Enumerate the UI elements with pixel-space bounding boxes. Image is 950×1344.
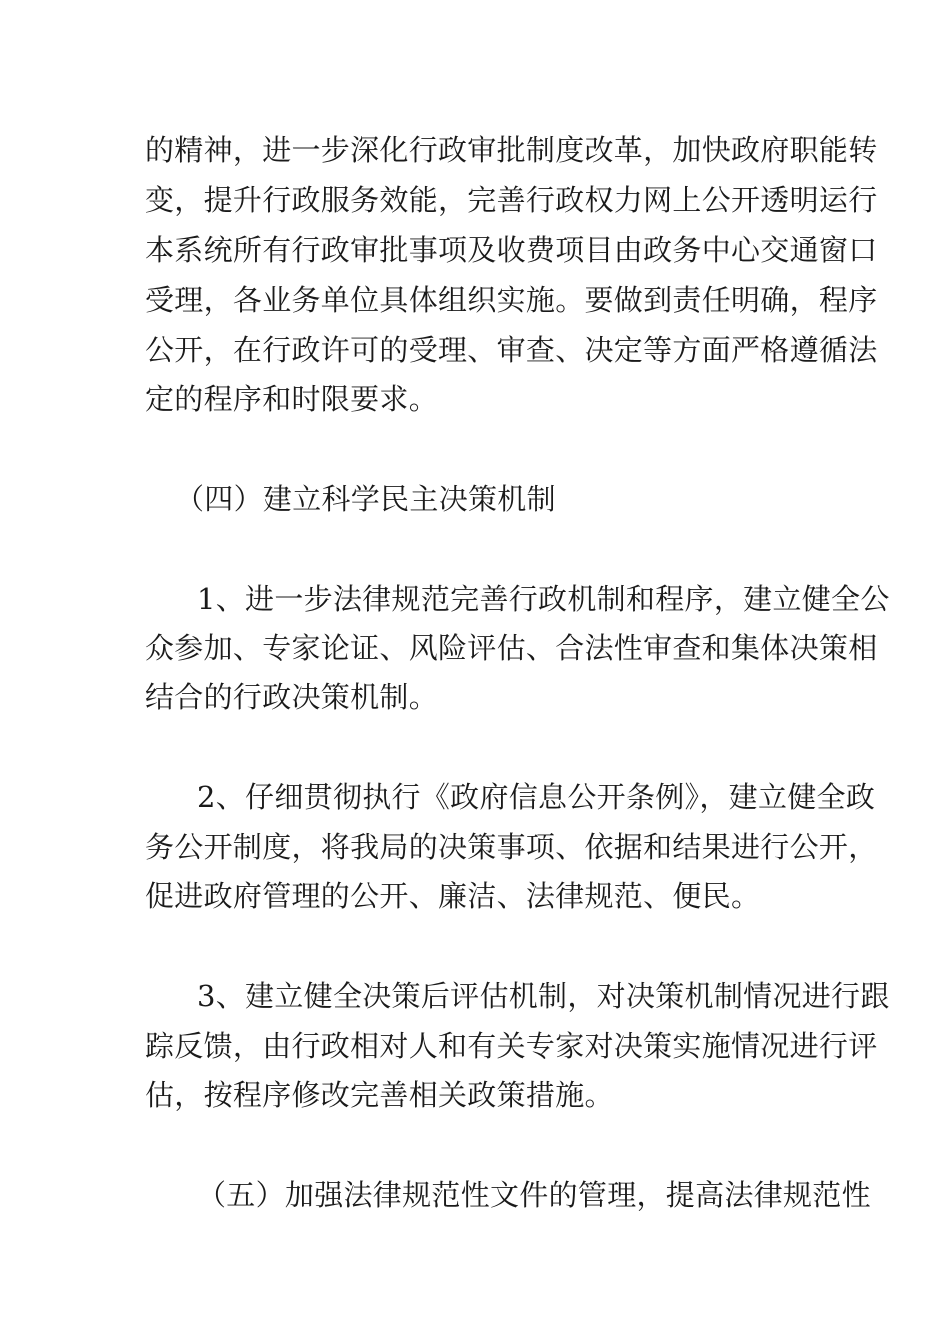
section-heading: （四）建立科学民主决策机制 xyxy=(175,482,556,516)
paragraph-line: 2、仔细贯彻执行《政府信息公开条例》，建立健全政 xyxy=(197,780,876,814)
paragraph-line: 结合的行政决策机制。 xyxy=(145,680,439,714)
paragraph-line: 1、进一步法律规范完善行政机制和程序，建立健全公 xyxy=(197,582,890,616)
paragraph-line: 本系统所有行政审批事项及收费项目由政务中心交通窗口 xyxy=(145,233,878,267)
paragraph-line: 促进政府管理的公开、廉洁、法律规范、便民。 xyxy=(145,879,761,913)
paragraph-line: 公开，在行政许可的受理、审查、决定等方面严格遵循法 xyxy=(145,333,878,367)
paragraph-line: 3、建立健全决策后评估机制，对决策机制情况进行跟 xyxy=(197,979,890,1013)
paragraph-line: 估，按程序修改完善相关政策措施。 xyxy=(145,1078,614,1112)
paragraph-line: 定的程序和时限要求。 xyxy=(145,382,439,416)
paragraph-line: 踪反馈，由行政相对人和有关专家对决策实施情况进行评 xyxy=(145,1029,878,1063)
paragraph-line: 务公开制度，将我局的决策事项、依据和结果进行公开， xyxy=(145,830,878,864)
paragraph-line: 众参加、专家论证、风险评估、合法性审查和集体决策相 xyxy=(145,631,878,665)
paragraph-line: 变，提升行政服务效能，完善行政权力网上公开透明运行 xyxy=(145,183,878,217)
paragraph-line: 的精神，进一步深化行政审批制度改革，加快政府职能转 xyxy=(145,133,878,167)
paragraph-line: 受理，各业务单位具体组织实施。要做到责任明确，程序 xyxy=(145,283,878,317)
section-heading: （五）加强法律规范性文件的管理，提高法律规范性 xyxy=(197,1178,871,1212)
